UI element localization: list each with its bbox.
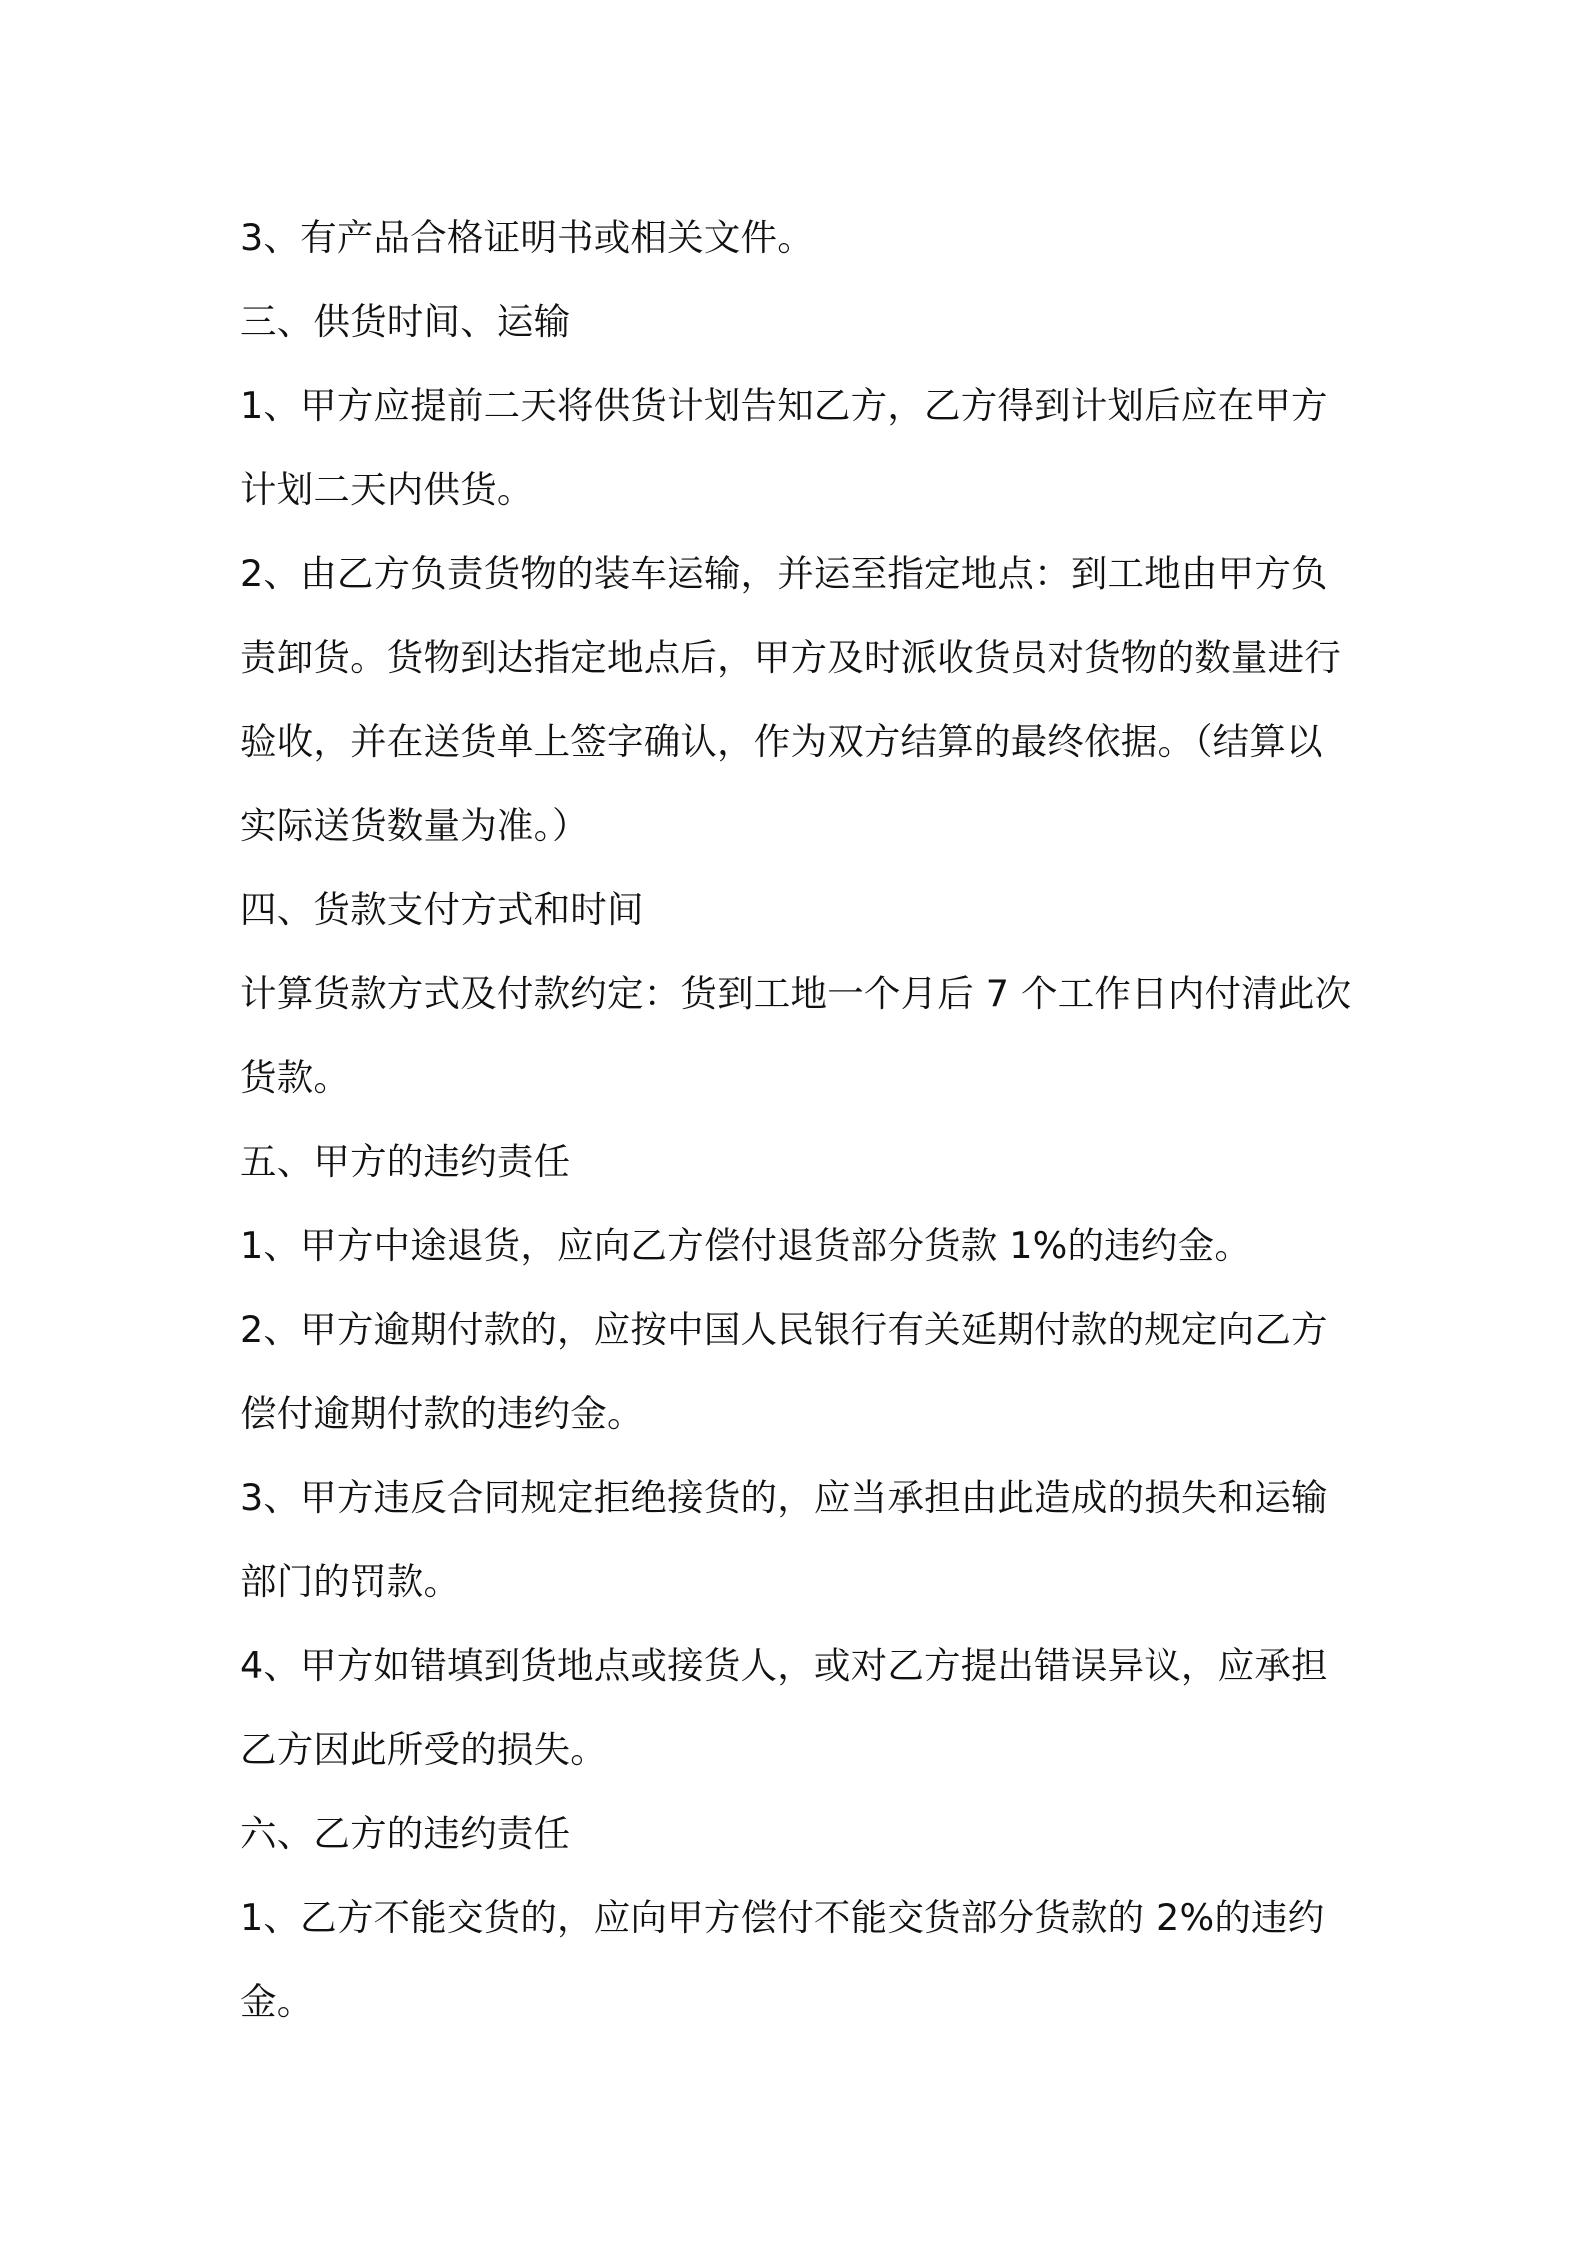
- document-body: [240, 196, 1355, 2044]
- section-heading-party-b-liability: 六、乙方的违约责任: [240, 1812, 571, 1855]
- clause-a-2-late-payment: 2、甲方逾期付款的，应按中国人民银行有关延期付款的规定向乙方偿付逾期付款的违约金。: [240, 1308, 1328, 1435]
- section-heading-supply-time-transport: 三、供货时间、运输: [240, 300, 571, 343]
- section-heading-party-a-liability: 五、甲方的违约责任: [240, 1140, 571, 1183]
- section-heading-payment: 四、货款支付方式和时间: [240, 888, 644, 931]
- clause-a-4-wrong-address: 4、甲方如错填到货地点或接货人，或对乙方提出错误异议，应承担乙方因此所受的损失。: [240, 1644, 1328, 1771]
- clause-2-loading-transport: 2、由乙方负责货物的装车运输，并运至指定地点：到工地由甲方负责卸货。货物到达指定地点后，甲方及时派收货员对货物的数量进行验收，并在送货单上签字确认，作为双方结算的最终依据。（结算以实际送货数量为准。）: [240, 552, 1341, 847]
- clause-3-certificate: 3、有产品合格证明书或相关文件。: [240, 216, 814, 259]
- clause-1-supply-plan: 1、甲方应提前二天将供货计划告知乙方，乙方得到计划后应在甲方计划二天内供货。: [240, 384, 1328, 511]
- clause-b-1-no-delivery: 1、乙方不能交货的，应向甲方偿付不能交货部分货款的 2%的违约金。: [240, 1896, 1325, 2023]
- clause-payment-terms: 计算货款方式及付款约定：货到工地一个月后 7 个工作日内付清此次货款。: [240, 972, 1352, 1099]
- clause-a-3-refusal: 3、甲方违反合同规定拒绝接货的，应当承担由此造成的损失和运输部门的罚款。: [240, 1476, 1328, 1603]
- clause-a-1-return: 1、甲方中途退货，应向乙方偿付退货部分货款 1%的违约金。: [240, 1224, 1252, 1267]
